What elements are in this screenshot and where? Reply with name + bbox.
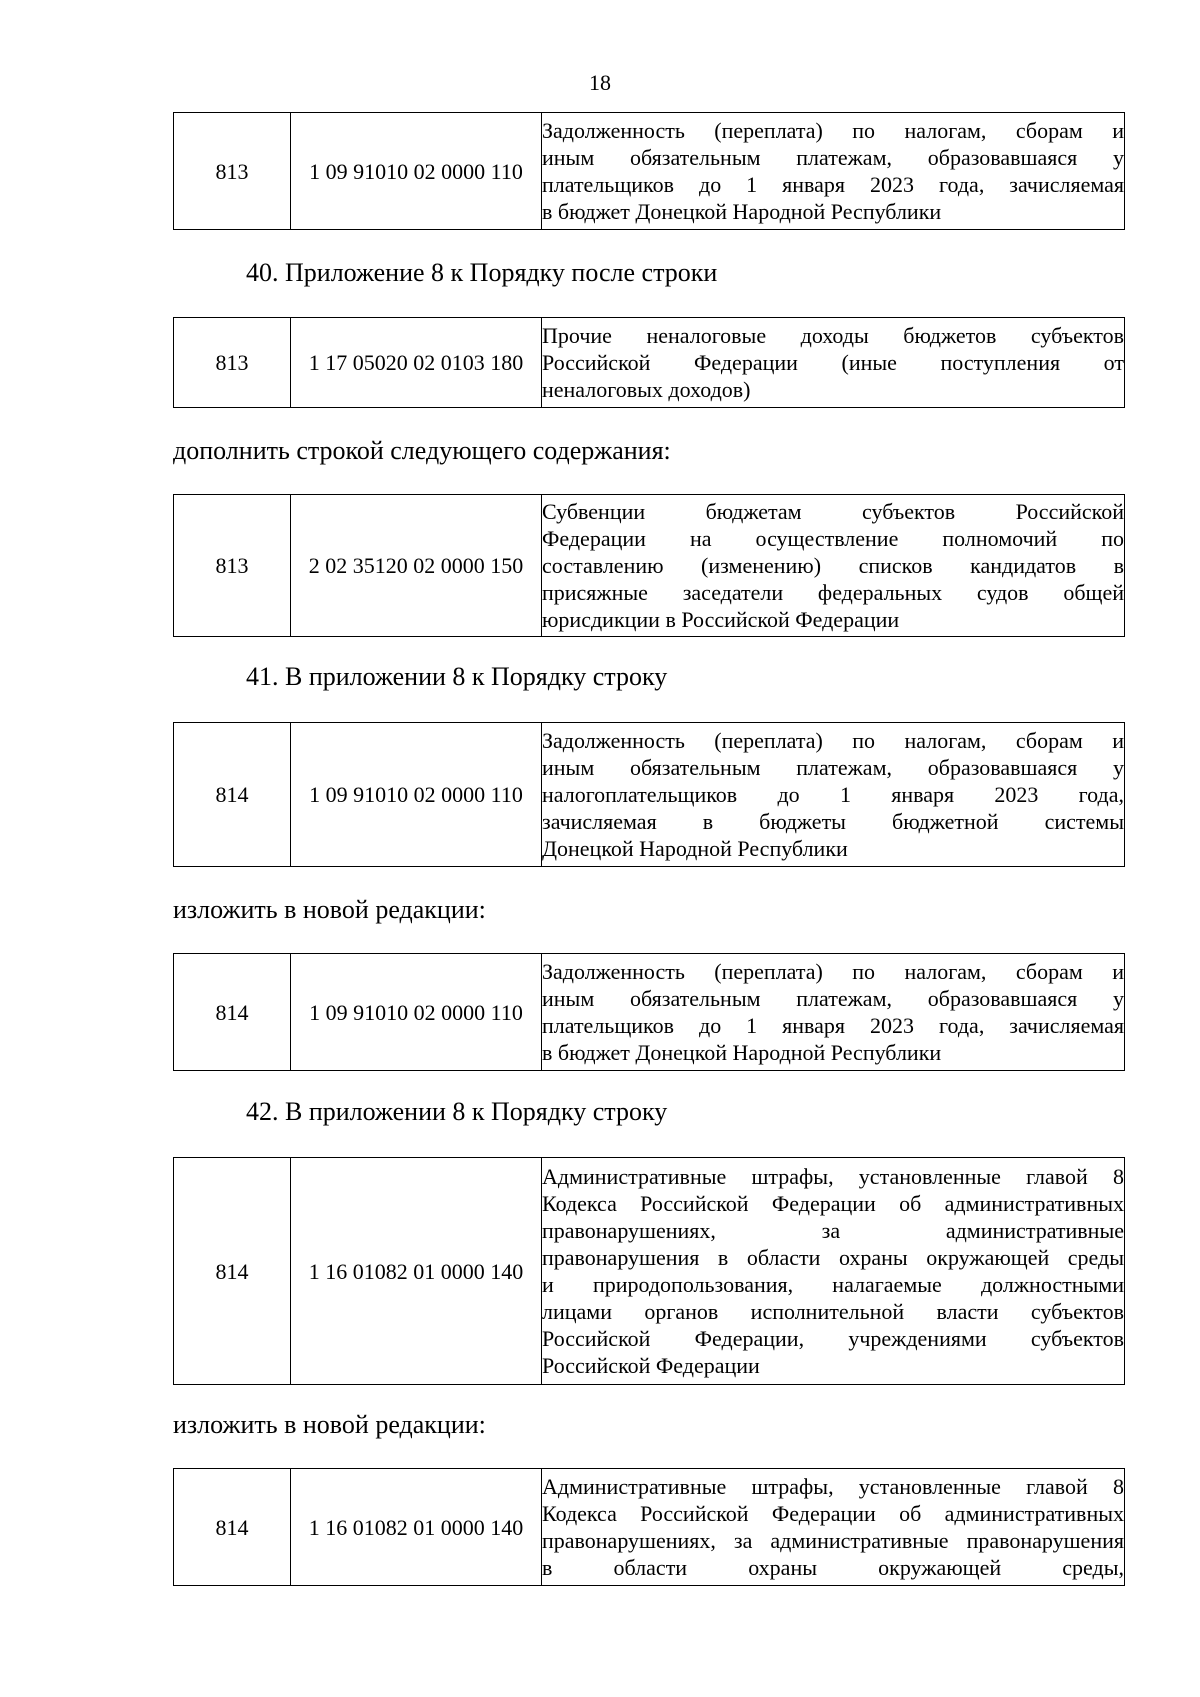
- admin-code-cell: 814: [174, 723, 291, 867]
- income-name-line: Федерации на осуществление полномочий по: [542, 526, 1124, 551]
- income-name-line: Задолженность (переплата) по налогам, сборам и: [542, 959, 1124, 984]
- table-row: [174, 1158, 1125, 1385]
- income-name-line: иным обязательным платежам, образовавшаяся у: [542, 986, 1124, 1011]
- table-row: [174, 318, 1125, 408]
- income-name-line: Российской Федерации (иные поступления от: [542, 350, 1124, 375]
- income-name-line: в области охраны окружающей среды,: [542, 1555, 1124, 1580]
- admin-code-cell: 813: [174, 113, 291, 230]
- income-name-line: иным обязательным платежам, образовавшаяся у: [542, 755, 1124, 780]
- table-row: [174, 723, 1125, 867]
- income-name-line: Прочие неналоговые доходы бюджетов субъектов: [542, 323, 1124, 348]
- income-name-line: иным обязательным платежам, образовавшаяся у: [542, 145, 1124, 170]
- budget-code-row-table: [173, 1468, 1125, 1586]
- income-name-line: правонарушения в области охраны окружающей среды: [542, 1245, 1124, 1270]
- amendment-paragraph: 40. Приложение 8 к Порядку после строки: [246, 258, 718, 287]
- admin-code-cell: 814: [174, 1158, 291, 1385]
- income-name-line: правонарушениях, за административные: [542, 1218, 1124, 1243]
- income-name-line: Задолженность (переплата) по налогам, сборам и: [542, 728, 1124, 753]
- budget-classification-code-cell: 1 16 01082 01 0000 140: [291, 1469, 542, 1586]
- income-name-line: неналоговых доходов): [542, 377, 751, 402]
- income-name-line: Субвенции бюджетам субъектов Российской: [542, 499, 1124, 524]
- income-name-line: Российской Федерации: [542, 1353, 760, 1378]
- table-row: [174, 113, 1125, 230]
- admin-code-cell: 813: [174, 495, 291, 637]
- admin-code-cell: 814: [174, 1469, 291, 1586]
- income-name-line: Донецкой Народной Республики: [542, 836, 848, 861]
- budget-classification-code-cell: 2 02 35120 02 0000 150: [291, 495, 542, 637]
- income-name-cell: [542, 318, 1125, 408]
- budget-classification-code-cell: 1 09 91010 02 0000 110: [291, 113, 542, 230]
- income-name-line: присяжные заседатели федеральных судов общей: [542, 580, 1124, 605]
- amendment-paragraph: 41. В приложении 8 к Порядку строку: [246, 662, 668, 691]
- budget-code-row-table: [173, 112, 1125, 230]
- income-name-line: в бюджет Донецкой Народной Республики: [542, 199, 942, 224]
- budget-code-row-table: [173, 722, 1125, 867]
- budget-code-row-table: [173, 317, 1125, 408]
- amendment-paragraph: изложить в новой редакции:: [173, 895, 486, 924]
- income-name-line: Кодекса Российской Федерации об административных: [542, 1191, 1124, 1216]
- income-name-cell: [542, 1469, 1125, 1586]
- budget-code-row-table: [173, 494, 1125, 637]
- income-name-line: юрисдикции в Российской Федерации: [542, 607, 900, 632]
- budget-classification-code-cell: 1 16 01082 01 0000 140: [291, 1158, 542, 1385]
- income-name-line: и природопользования, налагаемые должностными: [542, 1272, 1124, 1297]
- income-name-cell: [542, 723, 1125, 867]
- income-name-line: зачисляемая в бюджеты бюджетной системы: [542, 809, 1124, 834]
- income-name-line: Административные штрафы, установленные главой 8: [542, 1164, 1124, 1189]
- amendment-paragraph: 42. В приложении 8 к Порядку строку: [246, 1097, 668, 1126]
- income-name-line: Задолженность (переплата) по налогам, сборам и: [542, 118, 1124, 143]
- budget-classification-code-cell: 1 17 05020 02 0103 180: [291, 318, 542, 408]
- income-name-cell: [542, 495, 1125, 637]
- income-name-line: лицами органов исполнительной власти субъектов: [542, 1299, 1124, 1324]
- income-name-line: плательщиков до 1 января 2023 года, зачисляемая: [542, 172, 1124, 197]
- table-row: [174, 495, 1125, 637]
- income-name-cell: [542, 113, 1125, 230]
- budget-code-row-table: [173, 953, 1125, 1071]
- income-name-line: налогоплательщиков до 1 января 2023 года,: [542, 782, 1124, 807]
- admin-code-cell: 813: [174, 318, 291, 408]
- income-name-line: правонарушениях, за административные правонарушения: [542, 1528, 1124, 1553]
- income-name-line: в бюджет Донецкой Народной Республики: [542, 1040, 942, 1065]
- budget-code-row-table: [173, 1157, 1125, 1385]
- amendment-paragraph: изложить в новой редакции:: [173, 1410, 486, 1439]
- income-name-cell: [542, 954, 1125, 1071]
- budget-classification-code-cell: 1 09 91010 02 0000 110: [291, 723, 542, 867]
- table-row: [174, 1469, 1125, 1586]
- income-name-line: Административные штрафы, установленные главой 8: [542, 1474, 1124, 1499]
- budget-classification-code-cell: 1 09 91010 02 0000 110: [291, 954, 542, 1071]
- income-name-line: плательщиков до 1 января 2023 года, зачисляемая: [542, 1013, 1124, 1038]
- amendment-paragraph: дополнить строкой следующего содержания:: [173, 436, 671, 465]
- page-number: 18: [589, 70, 611, 95]
- income-name-cell: [542, 1158, 1125, 1385]
- admin-code-cell: 814: [174, 954, 291, 1071]
- income-name-line: Российской Федерации, учреждениями субъектов: [542, 1326, 1124, 1351]
- income-name-line: Кодекса Российской Федерации об административных: [542, 1501, 1124, 1526]
- table-row: [174, 954, 1125, 1071]
- income-name-line: составлению (изменению) списков кандидатов в: [542, 553, 1124, 578]
